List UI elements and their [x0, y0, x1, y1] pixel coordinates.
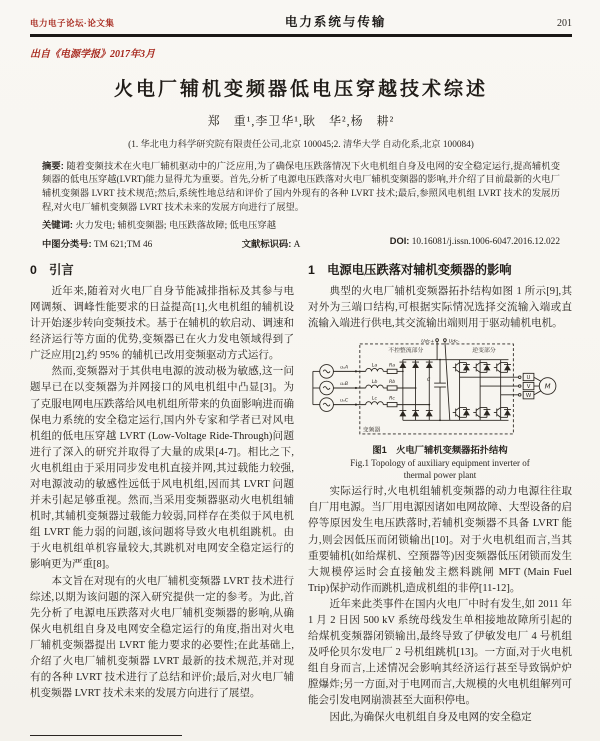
paragraph: 近年来,随着对火电厂自身节能减排指标及其参与电网调频、调峰性能要求的日益提高[1],火电机组的辅机设计开始逐步转向变频技术。基于在辅机的软启动、调速和经济运行等方面的优势,变频器已在火力发电领域得到了广泛应用[2],约 95% 的辅机已改用变频驱动方式运行。: [30, 285, 294, 362]
right-column: [308, 257, 572, 726]
paragraph: 近年来此类事件在国内火电厂中时有发生,如 2011 年 1 月 2 日因 500 kV 系统母线发生单相接地故障所引起的给煤机变频器闭锁输出,最终导致了伊敏发电厂 4 号机组及呼伦贝尔发电厂 2 号机组跳机[13]。一方面,对于火电机组自身而言,上述情况会影响其经济运行甚至导致锅炉炉膛爆炸;另一方面,对于电网而言,大规模的火电机组解列可能会引发电网崩溃甚至大面积停电。: [308, 598, 572, 707]
source-c-label: uₛC: [340, 398, 349, 404]
source-note: 出自《电源学报》2017年3月: [30, 48, 155, 60]
two-column-body: [30, 257, 572, 726]
journal-section-title: 电力系统与传输: [284, 15, 387, 29]
motor-output: [460, 373, 556, 399]
left-column: [30, 257, 294, 726]
section-1-heading: 1 电源电压跌落对辅机变频器的影响: [308, 262, 512, 277]
doc-code-label: 文献标识码:: [241, 238, 292, 249]
phase-v-label: V: [526, 384, 531, 391]
figure-caption-en: [308, 458, 572, 481]
page-header: [30, 12, 572, 30]
keywords-text: 火力发电; 辅机变频器; 电压跌落故障; 低电压穿越: [75, 220, 276, 231]
doc-code-value: A: [293, 239, 301, 250]
circuit-diagram-topology: [308, 336, 574, 440]
figure-caption-en-line1: Fig.1 Topology of auxiliary equipment inverter of: [350, 458, 530, 469]
section-0-heading: 0 引言: [30, 262, 74, 277]
clc-label: 中图分类号:: [42, 238, 92, 249]
source-a-label: uₛA: [340, 365, 349, 371]
resistor-b-label: Rb: [388, 380, 396, 386]
figure-caption-zh: 图1 火电厂辅机变频器拓扑结构: [372, 445, 508, 456]
ac-sources: [313, 365, 366, 412]
doi-label: DOI:: [389, 235, 410, 246]
journal-series-label: 电力电子论坛·论文集: [30, 18, 115, 28]
inductor-c-label: Lc: [371, 396, 378, 402]
clc-entry: [42, 236, 152, 250]
meta-row: [42, 236, 560, 250]
phase-u-label: U: [526, 375, 531, 382]
paragraph: 本文旨在对现有的火电厂辅机变频器 LVRT 技术进行综述,以期为该问题的深入研究提供一定的参考。为此,首先分析了电源电压跌落对火电厂辅机变频器的影响,从确保火电机组自身及电网安全稳定运行的角度,指出对火电厂辅机变频器提出 LVRT 能力要求的必要性;在此基础上,介绍了火电厂辅机变频器 LVRT 最新的技术规范,并对现有的各种 LVRT 技术进行了总结和评价;最后,对火电厂辅机变频器 LVRT 技术未来的发展方向进行了展望。: [30, 575, 294, 700]
paragraph: 典型的火电厂辅机变频器拓扑结构如图 1 所示[9],其对外为三端口结构,可根据实际情况选择交流输入端或直流输入端进行供电,其交流输出端则用于驱动辅机电机。: [308, 285, 572, 330]
source-b-label: uₛB: [340, 382, 349, 388]
inverter-section-label: 逆变部分: [472, 347, 496, 354]
paragraph: 实际运行时,火电机组辅机变频器的动力电源往往取自厂用电源。当厂用电源因诸如电网故障、大型设备的启停等原因发生电压跌落时,若辅机变频器不具备 LVRT 能力,则会因低压而闭锁输出[10]。对于火电机组而言,当其重要辅机(如给煤机、空预器等)因变频器低压闭锁而发生大规模停运时会直接触发主燃料跳闸 MFT (Main Fuel Trip)保护动作而跳机,造成机组的非停[11-12]。: [308, 486, 572, 594]
keywords-block: [42, 218, 560, 233]
footnote-divider: [30, 735, 182, 736]
figure-1: [308, 336, 572, 481]
converter-label: 变频器: [362, 427, 381, 434]
keywords-label: 关键词:: [42, 219, 73, 230]
figure-caption-en-line2: thermal power plant: [403, 469, 477, 480]
doi-entry: [390, 236, 560, 250]
abstract-text: 随着变频技术在火电厂辅机驱动中的广泛应用,为了确保电压跌落情况下火电机组自身及电网的安全稳定运行,提高辅机变频器的低电压穿越(LVRT)能力显得尤为重要。首先,分析了电源电压跌落对火电厂辅机变频器的影响,并介绍了目前最新的火电厂辅机变频器 LVRT 技术规范;然后,系统性地总结和评价了国内外现有的各种 LVRT 技术;最后,参照风电机组 LVRT 技术的发展历程,对火电厂辅机变频器 LVRT 技术未来的发展方向进行了展望。: [42, 161, 560, 213]
page-number: 201: [556, 18, 572, 29]
authors-line: 郑 重¹,李卫华¹,耿 华²,杨 耕²: [207, 113, 395, 128]
header-rule: [30, 34, 572, 37]
resistor-a-label: Ra: [389, 363, 396, 369]
inductor-b-label: Lb: [371, 380, 378, 386]
capacitor-label: C: [426, 378, 431, 384]
inductor-a-label: La: [371, 363, 378, 369]
dc-plus-label: Udc+: [421, 339, 435, 345]
rectifier-bridge: [399, 360, 432, 421]
doi-value: 10.16081/j.issn.1006-6047.2016.12.022: [411, 236, 560, 247]
clc-value: TM 621;TM 46: [93, 239, 153, 250]
affiliation-line: (1. 华北电力科学研究院有限责任公司,北京 100045;2. 清华大学 自动化系,北京 100084): [128, 139, 474, 150]
resistor-c-label: Rc: [389, 396, 396, 402]
dc-minus-label: Udc-: [448, 339, 460, 345]
input-filters: [366, 363, 430, 407]
abstract-block: [42, 160, 560, 216]
phase-w-label: W: [525, 393, 532, 400]
doc-code-entry: [242, 236, 301, 250]
motor-label: M: [544, 382, 551, 391]
paragraph: 然而,变频器对于其供电电源的波动极为敏感,这一问题早已在以变频器为并网接口的风电机组中凸显[3]。为了克服电网电压跌落给风电机组所带来的负面影响进而确保电力系统的安全稳定运行,国内外专家和学者已对风电机组的低电压穿越 LVRT (Low-Voltage Ride-Through)问题进行了深入的研究并取得了大量的成果[4-7]。相比之下,火电机组由于采用同步发电机直接并网,其过载能力较强,对电源波动的敏感性远低于风电机组,因而其 LVRT 问题并未引起足够重视。然而,当采用变频器驱动火电机组辅机时,其辅机变频器过载能力较弱,同样存在类似于风电机组 LVRT 能力弱的问题,该问题将导致火电机组跳机。由于火电机组单机容量较大,其跳机对电网安全稳定运行的影响更为严重[8]。: [30, 366, 294, 571]
paragraph: 因此,为确保火电机组自身及电网的安全稳定: [329, 711, 532, 723]
article-title: 火电厂辅机变频器低电压穿越技术综述: [113, 78, 488, 100]
inverter-bridge: [453, 360, 511, 421]
abstract-label: 摘要:: [42, 160, 64, 171]
rectifier-section-label: 不控整流部分: [388, 347, 424, 354]
